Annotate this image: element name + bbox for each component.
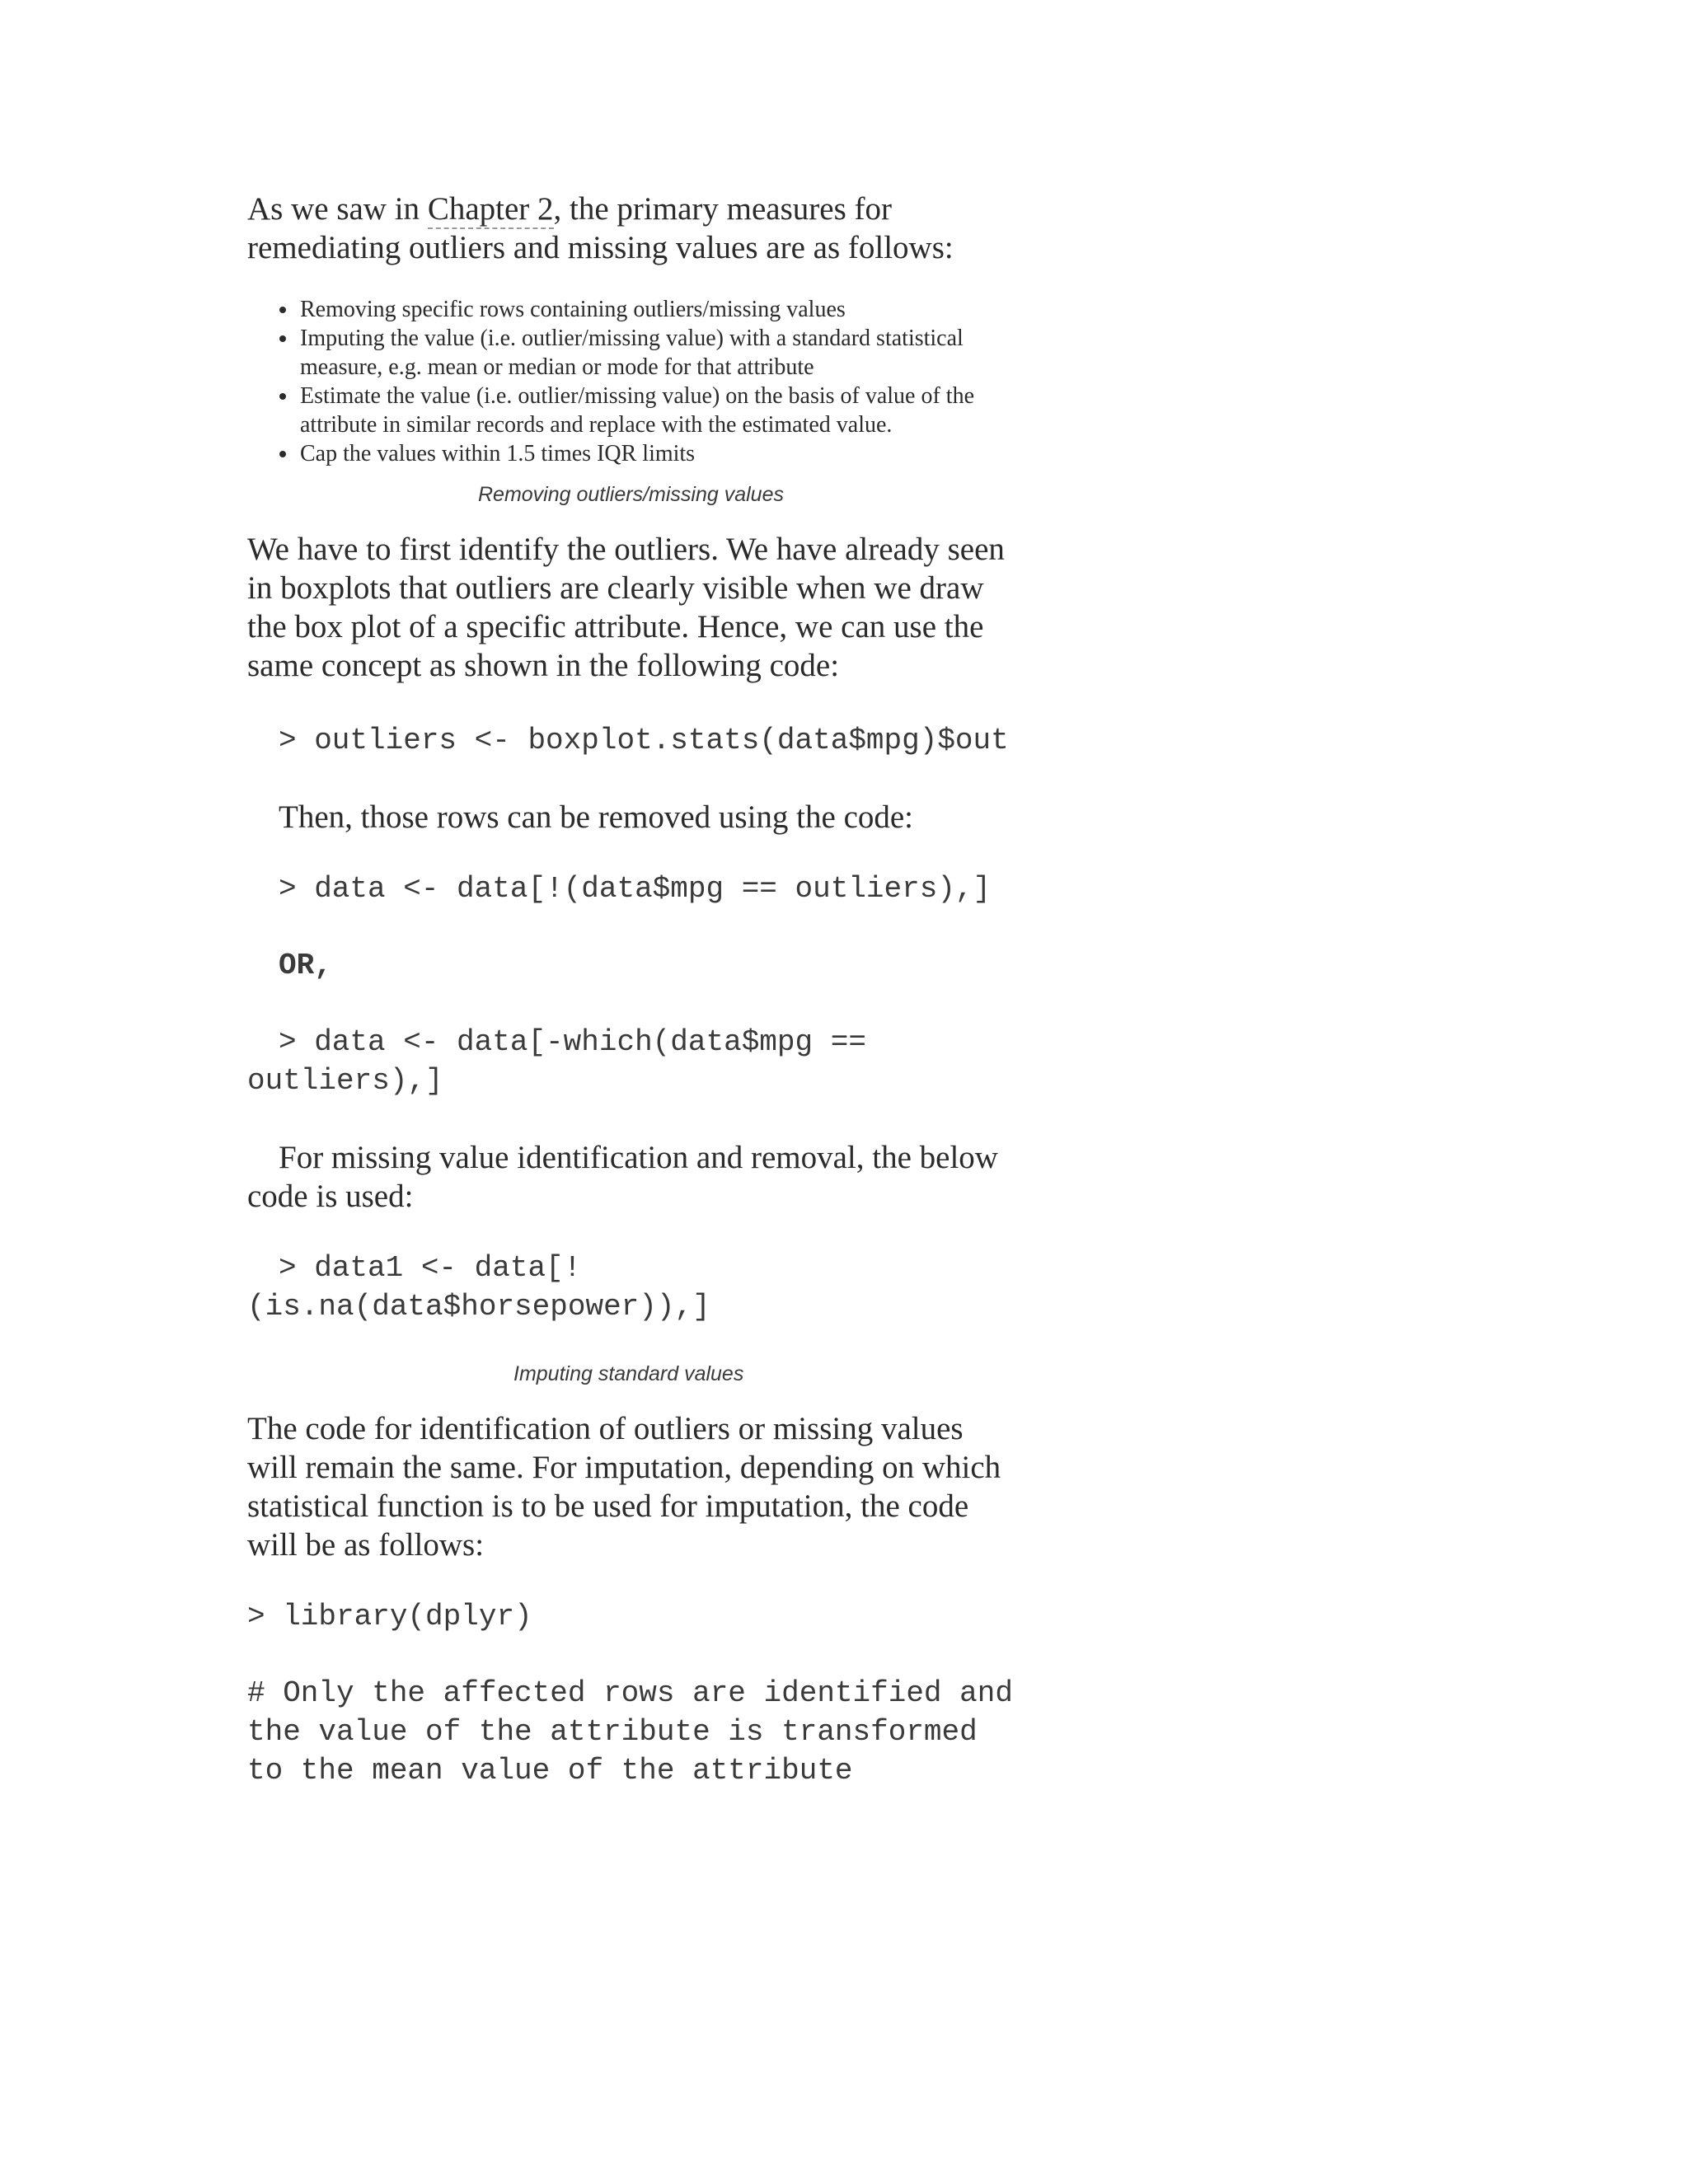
remove-rows-paragraph: Then, those rows can be removed using the code: bbox=[279, 799, 914, 835]
list-item: • Imputing the value (i.e. outlier/missing value) with a standard statistical measure, e.g. mean or median or mode for that attribute bbox=[298, 324, 1014, 382]
section1-paragraph: We have to first identify the outliers. We have already seen in boxplots that outliers are clearly visible when we draw the box plot of a specific attribute. Hence, we can use the same concept as shown in the following code: bbox=[247, 532, 1005, 683]
code-block-which: > data <- data[-which(data$mpg == outliers),] bbox=[247, 1025, 884, 1098]
list-item: • Estimate the value (i.e. outlier/missing value) on the basis of value of the attribute in similar records and replace with the estimated value. bbox=[298, 382, 1014, 439]
measures-list bbox=[247, 295, 1014, 468]
document-page bbox=[247, 190, 1031, 1790]
code-block-outliers: > outliers <- boxplot.stats(data$mpg)$out bbox=[279, 724, 1009, 757]
list-item: • Cap the values within 1.5 times IQR limits bbox=[298, 439, 1014, 468]
code-block-missing: > data1 <- data[!(is.na(data$horsepower)),] bbox=[247, 1251, 710, 1324]
code-block-remove: > data <- data[!(data$mpg == outliers),] bbox=[279, 872, 992, 906]
section2-paragraph: The code for identification of outliers or missing values will remain the same. For imputation, depending on which statistical function is to be used for imputation, the code will be as follows: bbox=[247, 1411, 1001, 1563]
section-caption-imputing: Imputing standard values bbox=[513, 1362, 744, 1385]
code-block-library: > library(dplyr) bbox=[247, 1600, 532, 1633]
intro-text-after: , the primary measures for remediating outliers and missing values are as follows: bbox=[247, 191, 954, 265]
or-label: OR, bbox=[279, 949, 332, 982]
list-item: • Removing specific rows containing outliers/missing values bbox=[298, 295, 1014, 324]
code-comment-block: # Only the affected rows are identified and the value of the attribute is transformed to the mean value of the attribute bbox=[247, 1676, 1031, 1788]
chapter-link[interactable]: Chapter 2 bbox=[428, 191, 554, 229]
intro-text-before: As we saw in bbox=[247, 191, 428, 227]
intro-paragraph bbox=[247, 190, 1014, 267]
missing-value-paragraph: For missing value identification and removal, the below code is used: bbox=[247, 1140, 998, 1214]
section-caption-removing: Removing outliers/missing values bbox=[478, 483, 784, 506]
